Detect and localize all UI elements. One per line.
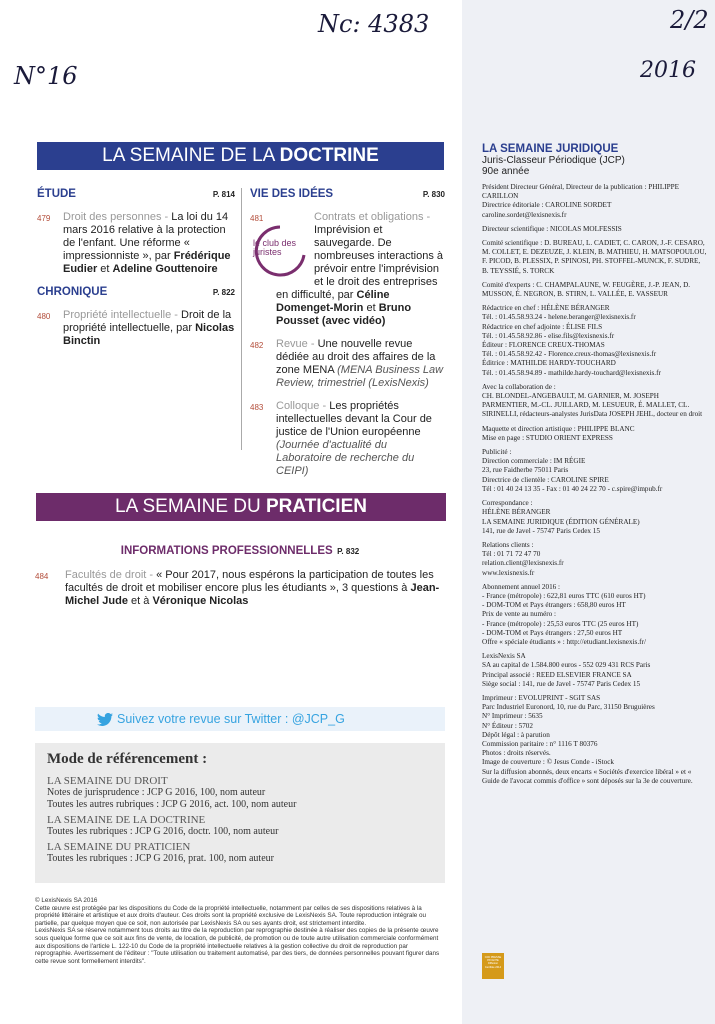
ref-section: LA SEMAINE DE LA DOCTRINE xyxy=(47,814,206,826)
entry-number: 479 xyxy=(37,214,51,223)
entry-author2: Véronique Nicolas xyxy=(152,595,249,607)
entry-par: par xyxy=(337,289,357,301)
masthead-line: Tél. : 01.45.58.92.86 - elise.fils@lexisnexis.fr xyxy=(482,331,615,340)
masthead-line: N° Éditeur : 5702 xyxy=(482,721,533,730)
masthead-line: Dépôt légal : à parution xyxy=(482,730,550,739)
masthead-line: Principal associé : REED ELSEVIER FRANCE SA xyxy=(482,670,632,679)
entry-number: 480 xyxy=(37,312,51,321)
etude-heading: ÉTUDE xyxy=(37,188,76,200)
twitter-bird-icon xyxy=(97,713,113,726)
legal-line: Cette œuvre est protégée par les dispositions du Code de la propriété intellectuelle, notamment par celles de ses dispositions relatives à la propriété littéraire et artistique et aux droits d'auteur. Ces droits sont la propriété exclusive de LexisNexis SA. Toute reproduction intégrale ou partielle, par quelque moyen que ce soit, non autorisée par LexisNexis SA ou ses ayants droit, est strictement interdite. xyxy=(35,904,427,927)
masthead-line: Tél. : 01.45.58.94.89 - mathilde.hardy-touchard@lexisnexis.fr xyxy=(482,368,661,377)
masthead-lines xyxy=(482,183,707,786)
entry-author2: Bruno Pousset (avec vidéo) xyxy=(276,302,412,327)
legal-line: LexisNexis SA se réserve notamment tous droits au titre de la reproduction par reprographie destinée à réaliser des copies de la présente œuvre sous quelque forme que ce soit aux fins de vente, de location, de publicité, de promotion ou de toute autre utilisation commerciale conformément aux dispositions de l'article L. 122-10 du Code de la propriété intellectuelle relatives à la gestion collective du droit de reproduction par reprographie. Avertissement de l'éditeur : "Toute utilisation ou traitement automatisé, par des tiers, de données personnelles pouvant figurer dans cette revue sont formellement interdits". xyxy=(35,927,440,965)
masthead-line: Tél : 01 40 24 13 35 - Fax : 01 40 24 22 70 - c.spire@impub.fr xyxy=(482,484,663,493)
masthead-line: caroline.sordet@lexisnexis.fr xyxy=(482,210,567,219)
doctrine-banner xyxy=(37,142,444,170)
idees-heading: VIE DES IDÉES xyxy=(250,188,334,200)
masthead-line: - DOM-TOM et Pays étrangers : 27,50 euros HT xyxy=(482,628,623,637)
entry-text: Droit de la propriété intellectuelle, xyxy=(63,309,232,334)
entry-category: Propriété intellectuelle - xyxy=(63,309,182,321)
entry-author: Jean-Michel Jude xyxy=(65,582,440,607)
entry-category: Facultés de droit - xyxy=(65,569,157,581)
entry-et: et à xyxy=(127,595,153,607)
masthead-line: HÉLÈNE BÉRANGER xyxy=(482,508,551,517)
club-logo-text: le club des juristes xyxy=(253,238,297,257)
masthead-line: Rédactrice en chef adjointe : ÉLISE FILS xyxy=(482,322,603,331)
twitter-bar[interactable] xyxy=(35,707,445,731)
banner-text-bold: DOCTRINE xyxy=(279,145,379,166)
entry-text: Les propriétés intellectuelles devant la Cour de justice de l'Union européenne xyxy=(276,400,432,438)
praticien-section xyxy=(35,541,445,608)
handwritten-nc: Nc: 4383 xyxy=(318,10,430,38)
entry-italic: (MENA Business Law Review, trimestriel (LexisNexis) xyxy=(276,364,444,389)
ref-title: Mode de référencement : xyxy=(47,751,208,767)
entry-author: Céline Domenget-Morin xyxy=(276,289,390,314)
entry-italic: (Journée d'actualité du Laboratoire de recherche du CEIPI) xyxy=(276,439,415,477)
entry-number: 481 xyxy=(250,214,264,223)
masthead-line: Imprimeur : EVOLUPRINT - SGIT SAS xyxy=(482,693,601,702)
entry-number: 484 xyxy=(35,572,49,581)
twitter-text: Suivez votre revue sur Twitter : @JCP_G xyxy=(117,712,345,726)
masthead-line: - France (métropole) : 622,81 euros TTC (610 euros HT) xyxy=(482,591,646,600)
handwritten-fraction: 2/2 xyxy=(670,6,709,34)
entry-483[interactable] xyxy=(250,400,445,478)
entry-480[interactable] xyxy=(37,309,235,348)
masthead-line: Éditeur : FLORENCE CREUX-THOMAS xyxy=(482,341,605,350)
entry-text: Imprévision et sauvegarde. De nombreuses interactions à prévoir entre l'imprévision et le droit des entreprises en difficulté, xyxy=(276,224,444,301)
entry-par: par xyxy=(176,322,196,334)
masthead-line: Rédactrice en chef : HÉLÈNE BÉRANGER xyxy=(482,304,610,313)
handwritten-number: N°16 xyxy=(14,62,78,90)
masthead-line: Parc Industriel Euronord, 10, rue du Parc, 31150 Bruguières xyxy=(482,703,655,712)
chronique-heading: CHRONIQUE xyxy=(37,286,108,298)
praticien-banner xyxy=(36,493,446,521)
entry-category: Droit des personnes - xyxy=(63,211,172,223)
etude-section xyxy=(37,188,235,348)
masthead-line: Commission paritaire : n° 1116 T 80376 xyxy=(482,739,598,748)
masthead xyxy=(482,143,707,969)
masthead-line: Avec la collaboration de : xyxy=(482,382,556,391)
masthead-line: Éditrice : MATHILDE HARDY-TOUCHARD xyxy=(482,359,616,368)
masthead-line: CH. BLONDEL-ANGEBAULT, M. GARNIER, M. JOSEPH PARMENTIER, M.-CL. JUILLARD, M. LESUEUR, É. MALLET, CL. SIRINELLI, rédacteurs-analystes JurisData JOSEPH JEHL, docteur en droit xyxy=(482,392,703,419)
entry-category: Colloque - xyxy=(276,400,330,412)
entry-et: et xyxy=(363,302,379,314)
masthead-line: LexisNexis SA xyxy=(482,652,526,661)
masthead-line: Tél. : 01.45.58.92.42 - Florence.creux-thomas@lexisnexis.fr xyxy=(482,350,657,359)
masthead-line: Prix de vente au numéro : xyxy=(482,610,557,619)
ref-line: Toutes les rubriques : JCP G 2016, doctr. 100, nom auteur xyxy=(47,826,279,837)
legal-line: © LexisNexis SA 2016 xyxy=(35,897,98,904)
masthead-line: Relations clients : xyxy=(482,540,534,549)
masthead-line: Comité scientifique : D. BUREAU, L. CADIET, C. CARON, J.-F. CESARO, M. COLLET, E. DEZEUZE, J. KLEIN, B. MATHIEU, H. MATSOPOULOU, F. PICOD, B. PLESSIX, P. SPINOSI, PH. STOFFEL-MUNCK, F. SUDRE, B. TEYSSIÉ, S. TORCK xyxy=(482,239,707,275)
entry-482[interactable] xyxy=(250,338,445,390)
ref-section: LA SEMAINE DU PRATICIEN xyxy=(47,841,191,853)
masthead-line: N° Imprimeur : 5635 xyxy=(482,712,543,721)
masthead-edition: 90e année xyxy=(482,166,530,177)
banner-text: LA SEMAINE DE LA xyxy=(102,145,280,166)
masthead-line: Sur la diffusion abonnés, deux encarts « Sociétés d'exercice libéral » et « Guide de l'avocat commis d'office » sont déposés sur la 3e de couverture. xyxy=(482,767,693,785)
masthead-line: Tél. : 01.45.58.93.24 - helene.beranger@lexisnexis.fr xyxy=(482,313,636,322)
handwritten-year: 2016 xyxy=(640,58,696,83)
masthead-line: Maquette et direction artistique : PHILIPPE BLANC xyxy=(482,424,635,433)
entry-text: La loi du 14 mars 2016 relative à la protection de l'enfant. Une réforme « impressionniste », xyxy=(63,211,229,262)
referencement-box xyxy=(35,743,445,883)
entry-et: et xyxy=(97,263,113,275)
entry-author: Frédérique Eudier xyxy=(63,250,231,275)
masthead-line: Photos : droits réservés. xyxy=(482,749,551,758)
masthead-line: Offre « spéciale étudiants » : http://etudiant.lexisnexis.fr/ xyxy=(482,637,646,646)
column-divider xyxy=(241,188,242,450)
masthead-line: Siège social : 141, rue de Javel - 75747 Paris Cedex 15 xyxy=(482,679,641,688)
entry-category: Revue - xyxy=(276,338,318,350)
masthead-line: relation.client@lexisnexis.fr xyxy=(482,559,564,568)
entry-author: Nicolas Binctin xyxy=(63,322,235,347)
masthead-line: Comité d'experts : C. CHAMPALAUNE, W. FEUGÈRE, J.-P. JEAN, D. MUSSON, É. NEGRON, B. STIRN, L. VALLÉE, E. VASSEUR xyxy=(482,280,691,299)
masthead-line: Président Directeur Général, Directeur de la publication : PHILIPPE CARILLON xyxy=(482,183,679,201)
masthead-line: 23, rue Faidherbe 75011 Paris xyxy=(482,466,569,475)
club-des-juristes-logo xyxy=(250,221,314,281)
masthead-line: LA SEMAINE JURIDIQUE (ÉDITION GÉNÉRALE) xyxy=(482,517,640,526)
masthead-subtitle: Juris-Classeur Périodique (JCP) xyxy=(482,155,625,166)
masthead-line: Publicité : xyxy=(482,448,512,457)
entry-number: 482 xyxy=(250,341,264,350)
idees-page: P. 830 xyxy=(422,190,445,199)
entry-484[interactable] xyxy=(35,569,445,608)
ref-section: LA SEMAINE DU DROIT xyxy=(47,775,168,787)
entry-category: Contrats et obligations - xyxy=(314,211,431,223)
masthead-line: www.lexisnexis.fr xyxy=(482,568,535,577)
masthead-line: Mise en page : STUDIO ORIENT EXPRESS xyxy=(482,433,613,442)
masthead-line: Image de couverture : © Jesus Conde - iStock xyxy=(482,758,615,767)
legal-notice xyxy=(35,897,445,965)
info-pro-heading: INFORMATIONS PROFESSIONNELLES xyxy=(120,545,333,557)
entry-par: par xyxy=(154,250,174,262)
chronique-page: P. 822 xyxy=(212,288,235,297)
entry-479[interactable] xyxy=(37,211,235,276)
masthead-line: Tél : 01 71 72 47 70 xyxy=(482,550,541,559)
idees-section xyxy=(250,188,445,478)
ref-line: Toutes les rubriques : JCP G 2016, prat. 100, nom auteur xyxy=(47,853,274,864)
masthead-line: Correspondance : xyxy=(482,499,533,508)
entry-author2: Adeline Gouttenoire xyxy=(112,263,218,275)
banner-text-bold: PRATICIEN xyxy=(266,496,367,517)
masthead-line: SA au capital de 1.584.800 euros - 552 029 431 RCS Paris xyxy=(482,661,651,670)
ref-line: Notes de jurisprudence : JCP G 2016, 100, nom auteur xyxy=(47,787,266,798)
etude-page: P. 814 xyxy=(212,190,235,199)
masthead-line: Directrice de clientèle : CAROLINE SPIRE xyxy=(482,475,609,484)
masthead-line: Abonnement annuel 2016 : xyxy=(482,582,561,591)
masthead-line: Directeur scientifique : NICOLAS MOLFESSIS xyxy=(482,224,622,233)
ref-line: Toutes les autres rubriques : JCP G 2016, act. 100, nom auteur xyxy=(47,799,297,810)
masthead-line: - France (métropole) : 25,53 euros TTC (25 euros HT) xyxy=(482,619,639,628)
entry-text: « Pour 2017, nous espérons la participation de toutes les facultés de droit et mobiliser encore plus les étudiants », 3 questions à xyxy=(65,569,434,594)
entry-text: Une nouvelle revue dédiée au droit des affaires de la zone MENA xyxy=(276,338,436,376)
masthead-line: Direction commerciale : IM RÉGIE xyxy=(482,457,586,466)
masthead-line: 141, rue de Javel - 75747 Paris Cedex 15 xyxy=(482,526,600,535)
masthead-line: - DOM-TOM et Pays étrangers : 658,80 euros HT xyxy=(482,601,626,610)
entry-number: 483 xyxy=(250,403,264,412)
masthead-title: LA SEMAINE JURIDIQUE xyxy=(482,143,619,155)
info-pro-page: P. 832 xyxy=(337,547,360,556)
ojd-badge: OJD PRESSE PAYANTE Diffusion Certifiée 2014 xyxy=(482,953,504,979)
masthead-line: Directrice éditoriale : CAROLINE SORDET xyxy=(482,201,612,210)
entry-481[interactable] xyxy=(250,211,445,328)
banner-text: LA SEMAINE DU xyxy=(115,496,266,517)
